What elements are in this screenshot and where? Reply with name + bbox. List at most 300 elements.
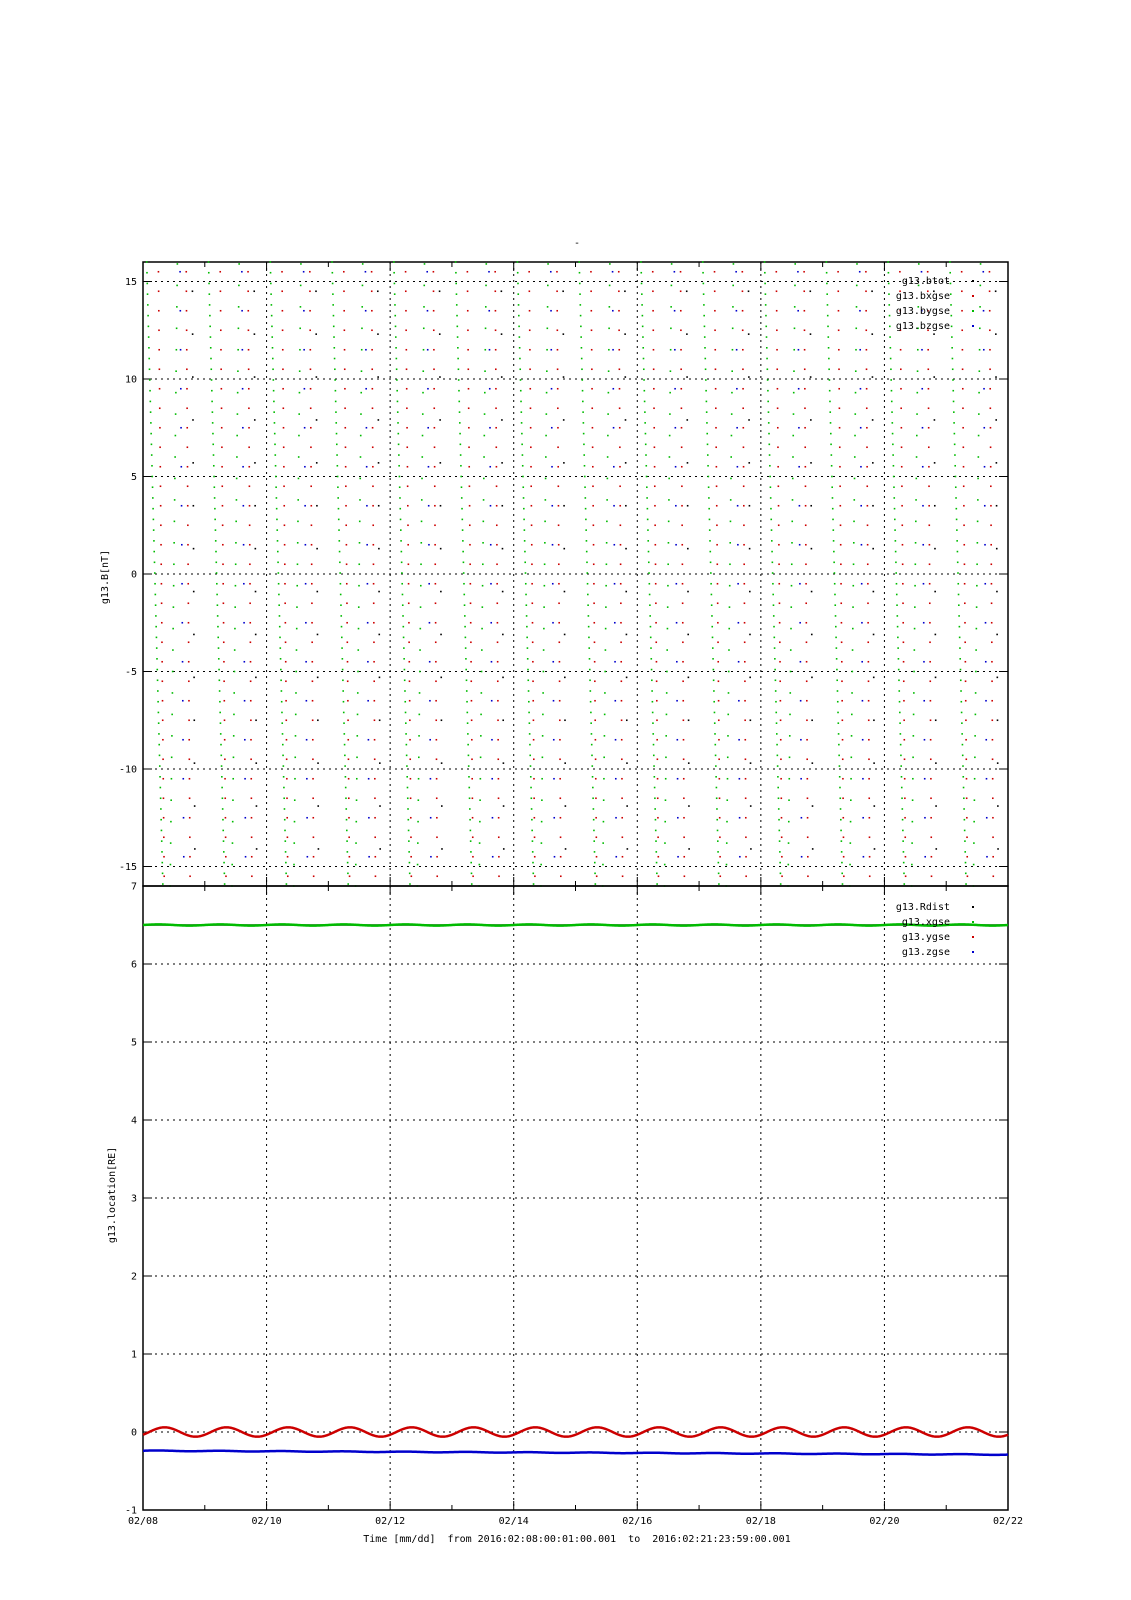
bygse-point	[520, 379, 522, 381]
bygse-point	[645, 454, 647, 456]
bxgse-point	[310, 349, 312, 351]
bxgse-point	[249, 622, 251, 624]
bygse-point	[481, 649, 483, 651]
bxgse-point	[531, 583, 533, 585]
bxgse-point	[285, 680, 287, 682]
bygse-point	[517, 261, 519, 263]
bxgse-point	[188, 700, 190, 702]
bxgse-point	[309, 271, 311, 273]
bygse-point	[977, 499, 979, 501]
bygse-point	[146, 272, 148, 274]
bxgse-point	[990, 446, 992, 448]
bygse-point	[294, 757, 296, 759]
bygse-point	[702, 261, 704, 263]
bygse-point	[176, 349, 178, 351]
bygse-point	[829, 379, 831, 381]
bygse-point	[346, 840, 348, 842]
bxgse-point	[653, 368, 655, 370]
bxgse-point	[343, 310, 345, 312]
bygse-point	[404, 669, 406, 671]
bygse-point	[730, 478, 732, 480]
bygse-point	[284, 808, 286, 810]
bygse-point	[466, 690, 468, 692]
bygse-point	[394, 315, 396, 317]
bygse-point	[461, 508, 463, 510]
bzgse-point	[613, 505, 615, 507]
bxgse-point	[930, 817, 932, 819]
btot-point	[811, 677, 813, 679]
bygse-point	[224, 873, 226, 875]
bygse-point	[469, 797, 471, 799]
bxgse-point	[961, 310, 963, 312]
bygse-point	[764, 261, 766, 263]
bygse-point	[779, 840, 781, 842]
bxgse-point	[285, 719, 287, 721]
bxgse-point	[967, 875, 969, 877]
btot-point	[749, 505, 751, 507]
btot-point	[501, 419, 503, 421]
bygse-point	[295, 671, 297, 673]
bygse-point	[159, 776, 161, 778]
btot-point	[565, 805, 567, 807]
bygse-point	[964, 840, 966, 842]
bzgse-point	[612, 271, 614, 273]
bygse-point	[297, 563, 299, 565]
bygse-point	[649, 615, 651, 617]
bygse-point	[652, 733, 654, 735]
bxgse-point	[966, 797, 968, 799]
bxgse-point	[283, 427, 285, 429]
bxgse-point	[309, 329, 311, 331]
bygse-point	[545, 499, 547, 501]
btot-point	[995, 419, 997, 421]
bygse-point	[273, 390, 275, 392]
bygse-point	[214, 519, 216, 521]
bygse-point	[463, 562, 465, 564]
bygse-point	[175, 413, 177, 415]
bygse-point	[901, 776, 903, 778]
btot-point	[750, 805, 752, 807]
bygse-point	[830, 444, 832, 446]
bygse-point	[764, 272, 766, 274]
bzgse-point	[797, 271, 799, 273]
bxgse-point	[776, 329, 778, 331]
bygse-point	[345, 808, 347, 810]
bygse-point	[640, 272, 642, 274]
bxgse-point	[158, 310, 160, 312]
bzgse-point	[737, 583, 739, 585]
bxgse-point	[867, 641, 869, 643]
bygse-point	[589, 658, 591, 660]
bzgse-point	[180, 427, 182, 429]
bygse-point	[768, 444, 770, 446]
bygse-point	[767, 368, 769, 370]
bygse-point	[916, 478, 918, 480]
bxgse-point	[311, 622, 313, 624]
bygse-point	[526, 626, 528, 628]
bygse-point	[275, 476, 277, 478]
bxgse-point	[470, 583, 472, 585]
bygse-point	[773, 637, 775, 639]
bygse-point	[347, 873, 349, 875]
bygse-point	[709, 519, 711, 521]
bygse-point	[978, 413, 980, 415]
bygse-point	[211, 390, 213, 392]
bxgse-point	[161, 622, 163, 624]
bygse-point	[709, 540, 711, 542]
bxgse-point	[311, 602, 313, 604]
bxgse-point	[903, 641, 905, 643]
bygse-point	[960, 690, 962, 692]
bygse-point	[277, 540, 279, 542]
bzgse-point	[862, 817, 864, 819]
bygse-point	[544, 585, 546, 587]
bxgse-point	[842, 719, 844, 721]
bygse-point	[834, 583, 836, 585]
bygse-point	[340, 583, 342, 585]
bxgse-point	[681, 544, 683, 546]
bzgse-point	[181, 466, 183, 468]
bxgse-point	[681, 427, 683, 429]
bxgse-point	[780, 700, 782, 702]
bxgse-point	[990, 505, 992, 507]
bxgse-point	[469, 485, 471, 487]
btot-point	[748, 462, 750, 464]
bygse-point	[710, 572, 712, 574]
bygse-point	[950, 304, 952, 306]
bxgse-point	[410, 817, 412, 819]
bxgse-point	[313, 856, 315, 858]
bzgse-point	[675, 544, 677, 546]
bygse-point	[211, 401, 213, 403]
bygse-point	[654, 808, 656, 810]
bygse-point	[485, 328, 487, 330]
bygse-point	[671, 263, 673, 265]
bygse-point	[770, 519, 772, 521]
bygse-point	[962, 765, 964, 767]
btot-point	[503, 805, 505, 807]
bzgse-point	[614, 622, 616, 624]
bygse-point	[293, 864, 295, 866]
bygse-point	[707, 465, 709, 467]
btot-point	[378, 419, 380, 421]
bxgse-point	[904, 817, 906, 819]
bxgse-point	[407, 466, 409, 468]
btot-point	[563, 376, 565, 378]
bygse-point	[581, 358, 583, 360]
btot-point	[749, 634, 751, 636]
bxgse-point	[961, 271, 963, 273]
bxgse-point	[433, 329, 435, 331]
bxgse-point	[220, 349, 222, 351]
bygse-point	[334, 358, 336, 360]
btot-point	[995, 290, 997, 292]
bxgse-point	[309, 310, 311, 312]
btot-point	[378, 591, 380, 593]
bzgse-point	[737, 505, 739, 507]
bygse-point	[765, 304, 767, 306]
bygse-point	[483, 478, 485, 480]
bygse-point	[718, 873, 720, 875]
bxgse-point	[866, 407, 868, 409]
bzgse-point	[303, 349, 305, 351]
bzgse-point	[677, 739, 679, 741]
bygse-point	[836, 658, 838, 660]
bxgse-point	[247, 271, 249, 273]
bzgse-point	[181, 505, 183, 507]
bygse-point	[578, 261, 580, 263]
bxgse-point	[160, 563, 162, 565]
bygse-point	[156, 637, 158, 639]
bygse-point	[542, 757, 544, 759]
btot-point	[316, 505, 318, 507]
bygse-point	[582, 411, 584, 413]
bygse-point	[172, 649, 174, 651]
bygse-point	[419, 628, 421, 630]
bzgse-point	[368, 817, 370, 819]
bygse-point	[707, 444, 709, 446]
bygse-point	[208, 283, 210, 285]
bygse-point	[408, 840, 410, 842]
bzgse-point	[304, 505, 306, 507]
bygse-point	[979, 349, 981, 351]
bxgse-point	[965, 739, 967, 741]
bygse-point	[833, 529, 835, 531]
bygse-point	[279, 615, 281, 617]
bzgse-point	[615, 778, 617, 780]
bygse-point	[484, 370, 486, 372]
bxgse-point	[436, 817, 438, 819]
bxgse-point	[348, 836, 350, 838]
bxgse-point	[347, 719, 349, 721]
bygse-point	[834, 594, 836, 596]
bzgse-point	[368, 739, 370, 741]
bygse-point	[850, 799, 852, 801]
bygse-point	[543, 649, 545, 651]
bxgse-point	[901, 524, 903, 526]
bygse-point	[977, 478, 979, 480]
bzgse-point	[552, 661, 554, 663]
bygse-point	[356, 757, 358, 759]
bygse-point	[716, 819, 718, 821]
bxgse-point	[867, 622, 869, 624]
bygse-point	[727, 757, 729, 759]
bxgse-point	[622, 875, 624, 877]
btot-point	[997, 677, 999, 679]
bxgse-point	[558, 505, 560, 507]
bxgse-point	[841, 680, 843, 682]
bygse-point	[421, 521, 423, 523]
bxgse-point	[991, 563, 993, 565]
bxgse-point	[655, 563, 657, 565]
bygse-point	[209, 315, 211, 317]
bygse-point	[339, 551, 341, 553]
bygse-point	[270, 272, 272, 274]
bygse-point	[481, 692, 483, 694]
bygse-point	[222, 808, 224, 810]
bygse-point	[527, 658, 529, 660]
bxgse-point	[158, 271, 160, 273]
bxgse-point	[991, 641, 993, 643]
bygse-point	[592, 776, 594, 778]
bxgse-point	[682, 641, 684, 643]
bxgse-point	[781, 836, 783, 838]
bygse-point	[911, 842, 913, 844]
bxgse-point	[595, 758, 597, 760]
bygse-point	[715, 765, 717, 767]
bxgse-point	[930, 836, 932, 838]
bxgse-point	[531, 544, 533, 546]
bxgse-point	[559, 661, 561, 663]
bxgse-point	[287, 856, 289, 858]
bygse-point	[788, 821, 790, 823]
bygse-point	[703, 293, 705, 295]
bxgse-point	[375, 875, 377, 877]
bxgse-point	[189, 836, 191, 838]
bxgse-point	[776, 349, 778, 351]
bygse-point	[402, 594, 404, 596]
bygse-point	[158, 744, 160, 746]
bxgse-point	[311, 661, 313, 663]
bygse-point	[152, 497, 154, 499]
btot-point	[935, 634, 937, 636]
bygse-point	[465, 647, 467, 649]
bzgse-point	[924, 739, 926, 741]
bygse-point	[524, 551, 526, 553]
bygse-point	[670, 349, 672, 351]
bzgse-point	[181, 544, 183, 546]
bygse-point	[957, 551, 959, 553]
bygse-point	[583, 433, 585, 435]
bygse-point	[731, 435, 733, 437]
bygse-point	[778, 808, 780, 810]
bygse-point	[470, 851, 472, 853]
bxgse-point	[282, 329, 284, 331]
bxgse-point	[903, 680, 905, 682]
bzgse-point	[489, 427, 491, 429]
bxgse-point	[557, 368, 559, 370]
bygse-point	[726, 864, 728, 866]
bxgse-point	[559, 680, 561, 682]
bygse-point	[464, 615, 466, 617]
bzgse-point	[368, 778, 370, 780]
bygse-point	[780, 883, 782, 885]
bzgse-point	[862, 739, 864, 741]
bygse-point	[157, 690, 159, 692]
btot-point	[688, 677, 690, 679]
bygse-point	[523, 519, 525, 521]
bygse-point	[656, 862, 658, 864]
bygse-point	[666, 671, 668, 673]
bygse-point	[958, 604, 960, 606]
bygse-point	[146, 261, 148, 263]
bygse-point	[532, 840, 534, 842]
btot-point	[625, 591, 627, 593]
bxgse-point	[743, 466, 745, 468]
bygse-point	[533, 883, 535, 885]
bxgse-point	[869, 856, 871, 858]
bygse-point	[731, 370, 733, 372]
btot-point	[193, 634, 195, 636]
bxgse-point	[496, 544, 498, 546]
bxgse-point	[592, 446, 594, 448]
bxgse-point	[310, 466, 312, 468]
bxgse-point	[469, 563, 471, 565]
bxgse-point	[902, 622, 904, 624]
bxgse-point	[224, 797, 226, 799]
bygse-point	[520, 390, 522, 392]
bygse-point	[215, 551, 217, 553]
bxgse-point	[682, 583, 684, 585]
bygse-point	[155, 604, 157, 606]
bygse-point	[962, 755, 964, 757]
bxgse-point	[900, 368, 902, 370]
bxgse-point	[719, 856, 721, 858]
bygse-point	[893, 476, 895, 478]
bygse-point	[838, 722, 840, 724]
bygse-point	[952, 390, 954, 392]
bxgse-point	[743, 544, 745, 546]
bygse-point	[274, 422, 276, 424]
bxgse-point	[374, 758, 376, 760]
bygse-point	[343, 701, 345, 703]
bygse-point	[915, 563, 917, 565]
bygse-point	[235, 585, 237, 587]
btot-point	[254, 462, 256, 464]
bxgse-point	[534, 817, 536, 819]
bxgse-point	[866, 446, 868, 448]
bygse-point	[275, 486, 277, 488]
bxgse-point	[866, 466, 868, 468]
bzgse-point	[366, 466, 368, 468]
btot-point	[255, 677, 257, 679]
bygse-point	[408, 851, 410, 853]
bygse-point	[457, 326, 459, 328]
bygse-point	[216, 594, 218, 596]
bygse-point	[767, 401, 769, 403]
bygse-point	[171, 778, 173, 780]
bxgse-point	[347, 661, 349, 663]
bxgse-point	[285, 641, 287, 643]
bxgse-point	[744, 602, 746, 604]
bygse-point	[280, 679, 282, 681]
bygse-point	[157, 701, 159, 703]
bxgse-point	[805, 466, 807, 468]
bygse-point	[586, 540, 588, 542]
bxgse-point	[652, 329, 654, 331]
bygse-point	[917, 370, 919, 372]
bygse-point	[543, 628, 545, 630]
bzgse-point	[490, 505, 492, 507]
bygse-point	[296, 606, 298, 608]
bygse-point	[347, 862, 349, 864]
bygse-point	[855, 370, 857, 372]
bygse-point	[339, 572, 341, 574]
bygse-point	[459, 433, 461, 435]
legend-swatch-g13-bzgse	[972, 325, 974, 327]
bygse-point	[777, 755, 779, 757]
bygse-point	[419, 649, 421, 651]
bxgse-point	[186, 310, 188, 312]
bxgse-point	[407, 505, 409, 507]
bxgse-point	[408, 622, 410, 624]
bxgse-point	[434, 446, 436, 448]
bygse-point	[235, 542, 237, 544]
btot-point	[625, 462, 627, 464]
bygse-point	[467, 733, 469, 735]
bxgse-point	[807, 836, 809, 838]
bzgse-point	[738, 700, 740, 702]
